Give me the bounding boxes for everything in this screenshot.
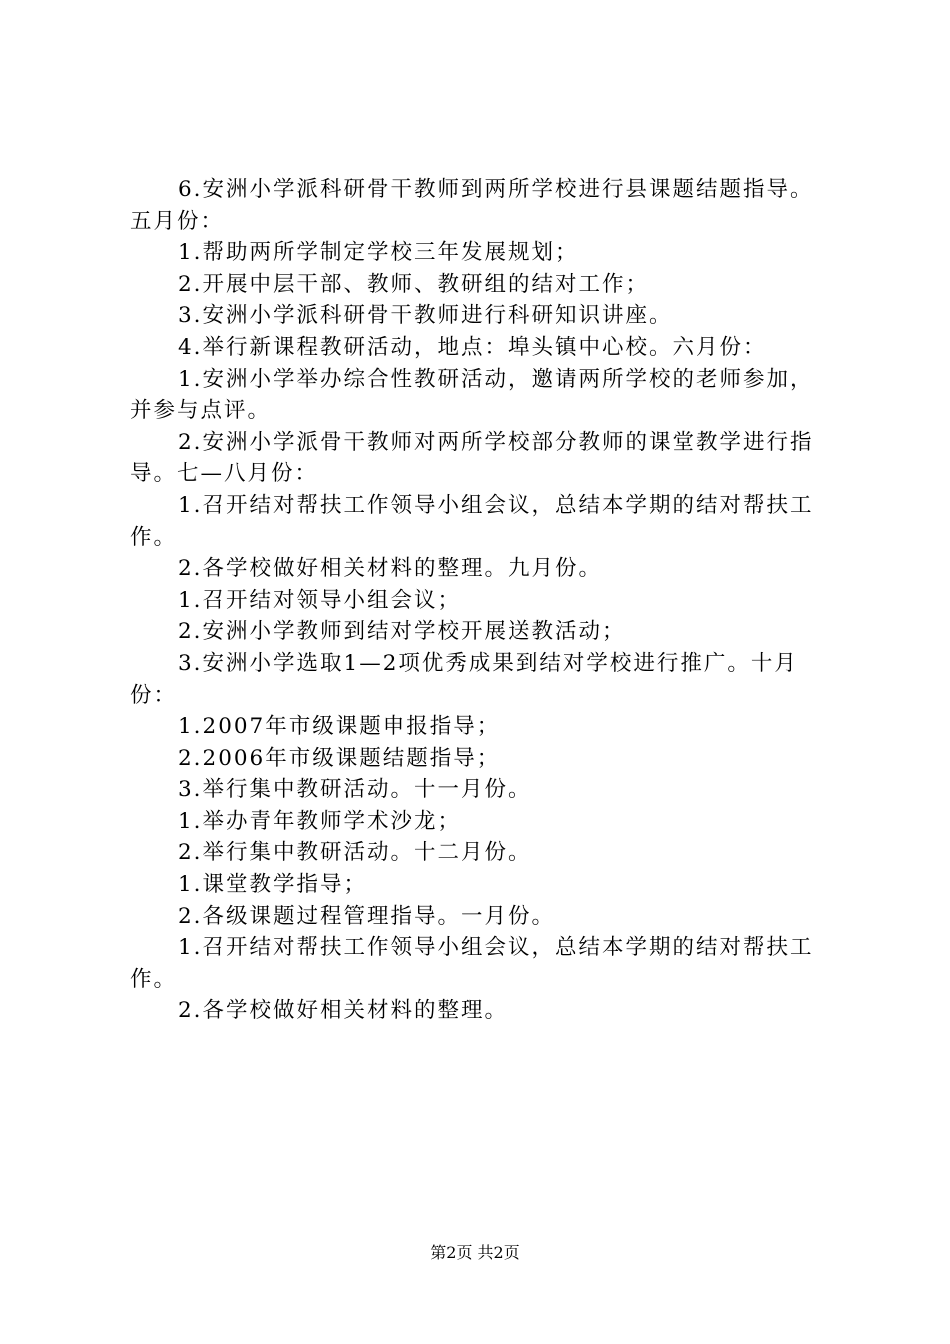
paragraph-1: 6.安洲小学派科研骨干教师到两所学校进行县课题结题指导。五月份： bbox=[130, 177, 814, 234]
paragraph-18: 1.课堂教学指导； bbox=[178, 872, 368, 898]
paragraph-13: 1.2007年市级课题申报指导； bbox=[178, 714, 501, 740]
paragraph-17: 2.举行集中教研活动。十二月份。 bbox=[178, 840, 532, 866]
paragraph-11: 2.安洲小学教师到结对学校开展送教活动； bbox=[178, 619, 626, 645]
paragraph-5: 4.举行新课程教研活动，地点：埠头镇中心校。六月份： bbox=[178, 334, 767, 360]
paragraph-6: 1.安洲小学举办综合性教研活动，邀请两所学校的老师参加，并参与点评。 bbox=[130, 366, 814, 424]
paragraph-12: 3.安洲小学选取1—2项优秀成果到结对学校进行推广。十月份： bbox=[130, 650, 798, 708]
paragraph-7: 2.安洲小学派骨干教师对两所学校部分教师的课堂教学进行指导。七—八月份： bbox=[130, 429, 814, 487]
document-body bbox=[130, 174, 832, 1027]
paragraph-10: 1.召开结对领导小组会议； bbox=[178, 587, 462, 613]
paragraph-8: 1.召开结对帮扶工作领导小组会议，总结本学期的结对帮扶工作。 bbox=[130, 492, 814, 550]
paragraph-16: 1.举办青年教师学术沙龙； bbox=[178, 808, 462, 834]
paragraph-3: 2.开展中层干部、教师、教研组的结对工作； bbox=[178, 271, 650, 297]
page-number-footer: 第2页 共2页 bbox=[430, 1243, 520, 1262]
paragraph-9: 2.各学校做好相关材料的整理。九月份。 bbox=[178, 556, 603, 582]
paragraph-4: 3.安洲小学派科研骨干教师进行科研知识讲座。 bbox=[178, 303, 673, 329]
paragraph-2: 1.帮助两所学制定学校三年发展规划； bbox=[178, 240, 579, 266]
paragraph-14: 2.2006年市级课题结题指导； bbox=[178, 745, 501, 771]
paragraph-21: 2.各学校做好相关材料的整理。 bbox=[178, 998, 509, 1024]
paragraph-15: 3.举行集中教研活动。十一月份。 bbox=[178, 777, 532, 803]
paragraph-19: 2.各级课题过程管理指导。一月份。 bbox=[178, 903, 556, 929]
paragraph-20: 1.召开结对帮扶工作领导小组会议，总结本学期的结对帮扶工作。 bbox=[130, 935, 814, 992]
